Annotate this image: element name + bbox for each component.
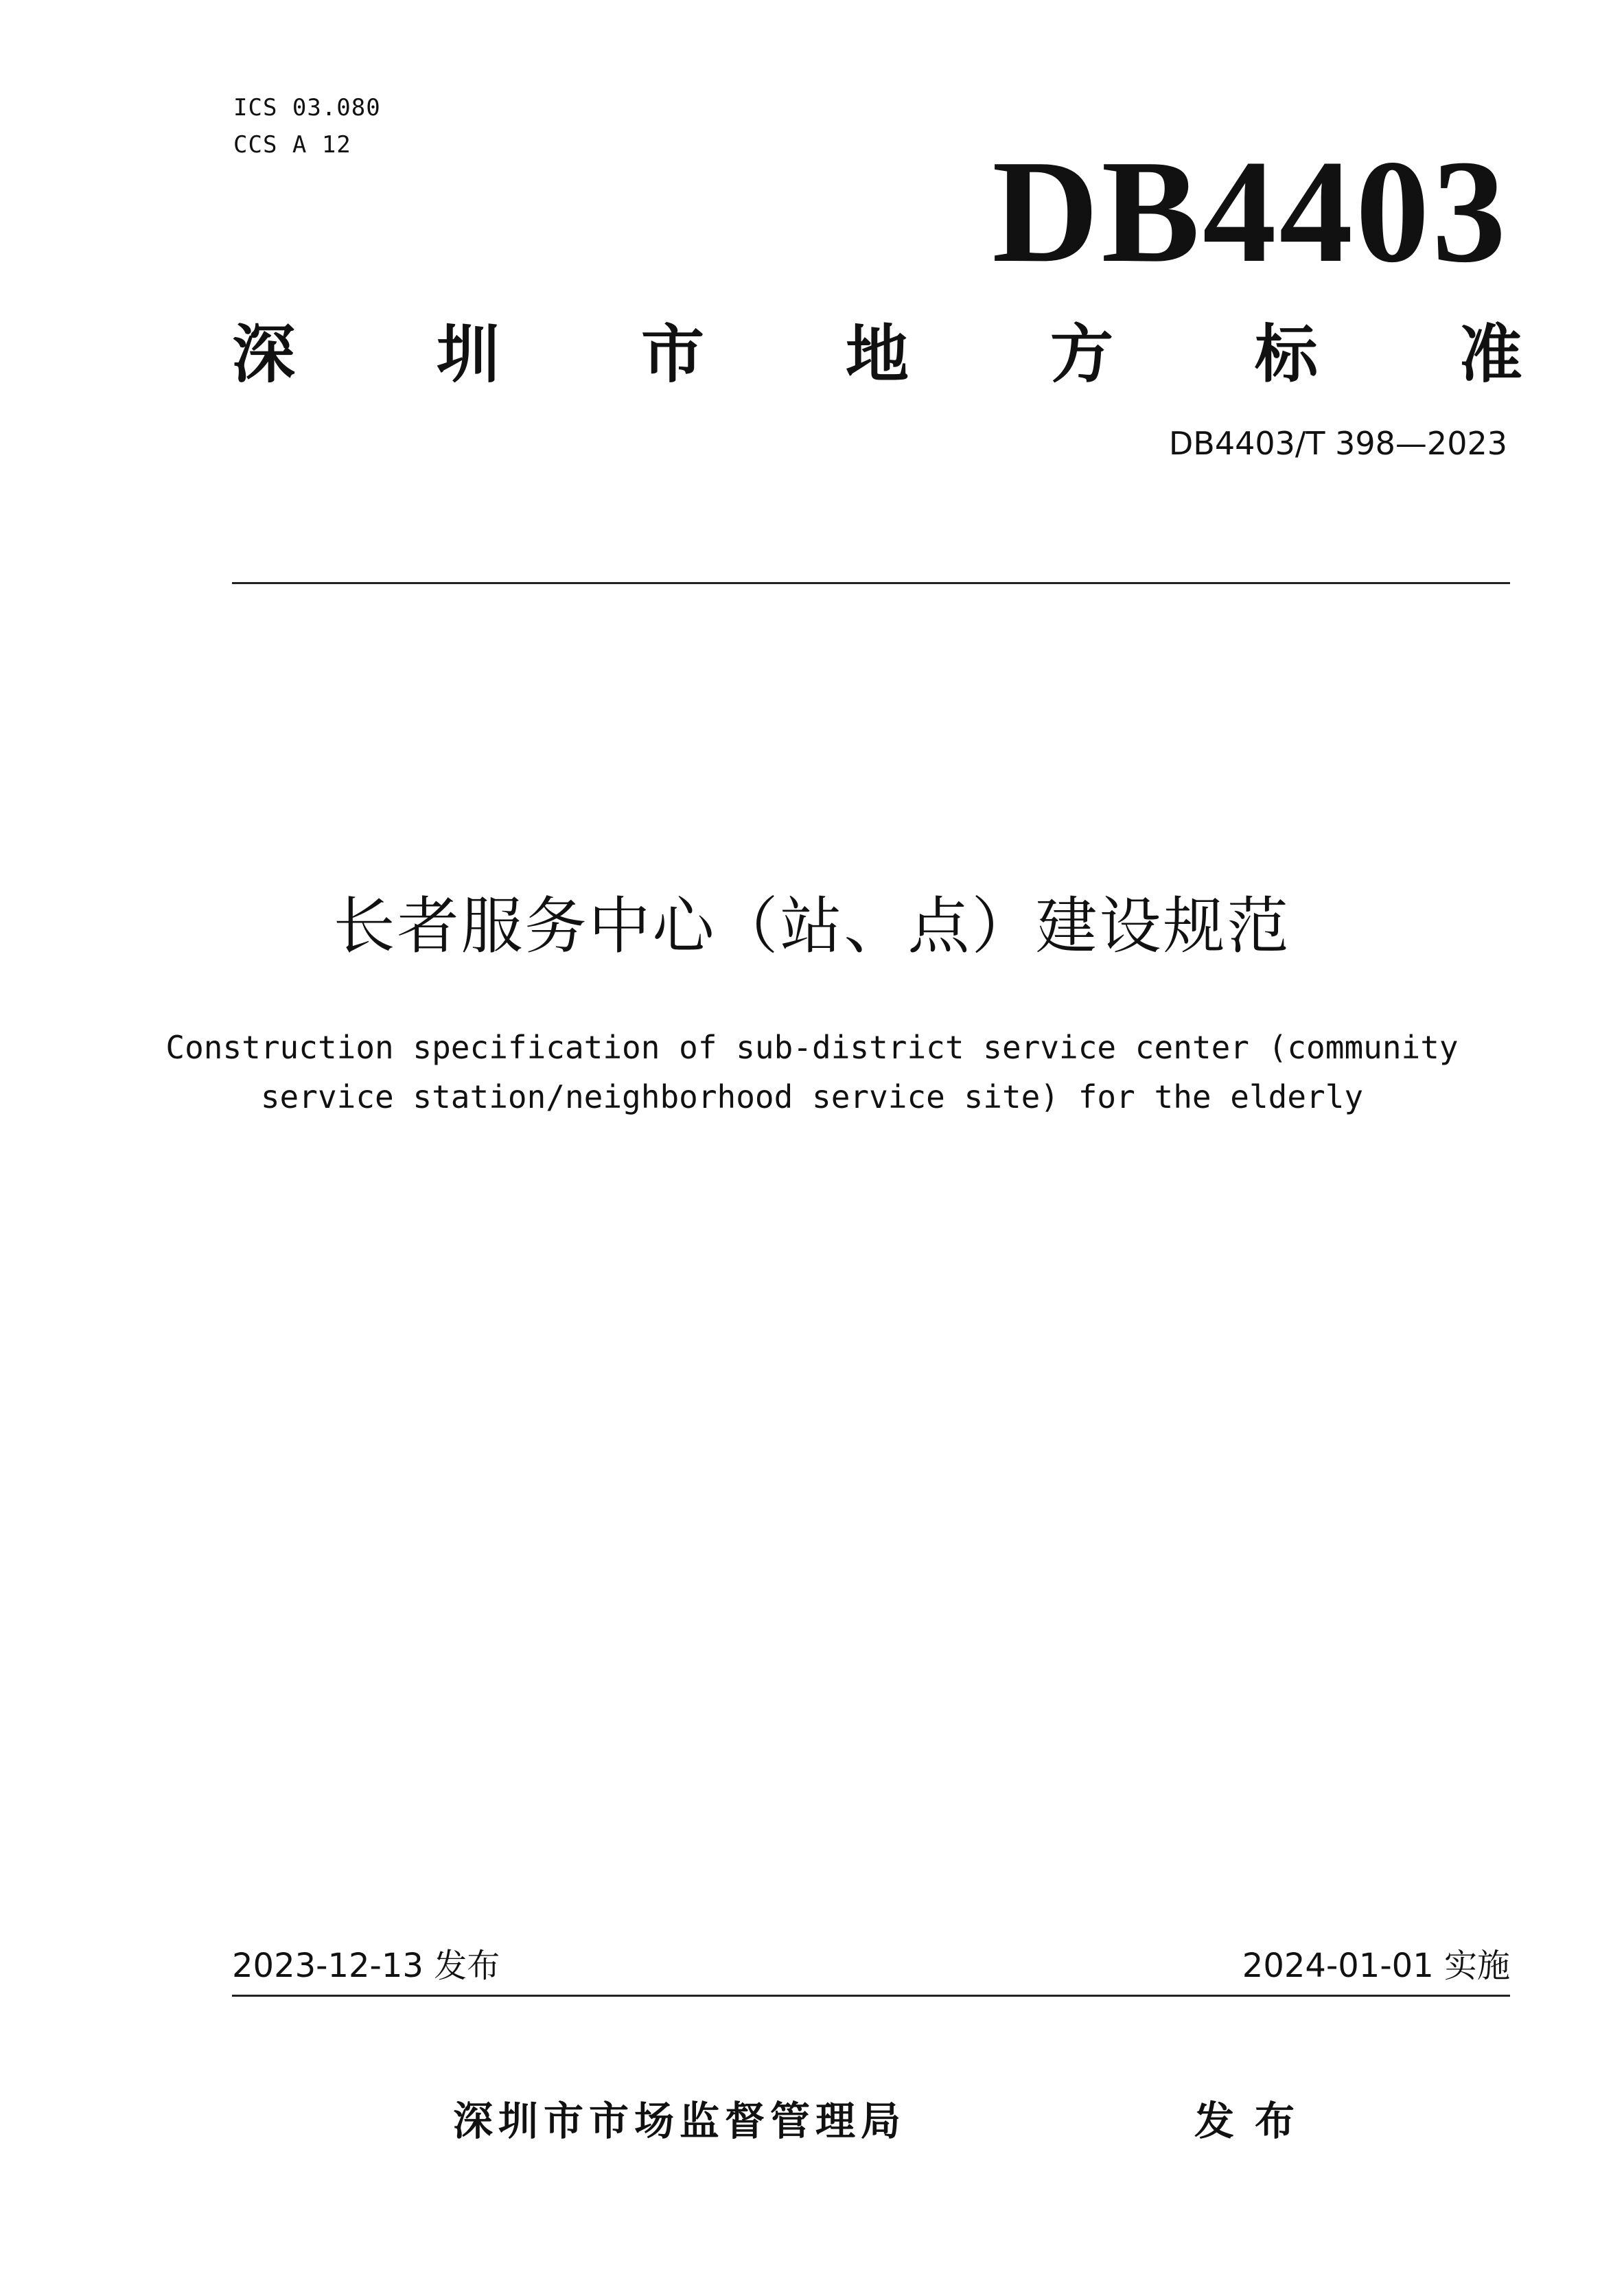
standard-type-char: 标 — [1254, 318, 1318, 391]
publisher-name: 深圳市市场监督管理局 — [453, 2098, 907, 2144]
standard-type-heading — [232, 317, 1522, 393]
publish-label: 发布 — [1194, 2098, 1316, 2144]
standard-type-char: 深 — [232, 318, 296, 391]
standard-number: DB4403/T 398—2023 — [1168, 425, 1507, 462]
english-title — [0, 1023, 1624, 1122]
db-logo: DB4403 — [992, 129, 1509, 293]
classification-codes — [233, 89, 381, 163]
standard-type-char: 方 — [1049, 318, 1113, 391]
bottom-divider — [232, 1995, 1510, 1997]
standard-type-char: 地 — [845, 318, 909, 391]
english-title-line: Construction specification of sub-district service center (community — [165, 1029, 1459, 1066]
ics-code: ICS 03.080 — [233, 94, 381, 121]
standard-type-char: 准 — [1459, 318, 1522, 391]
standard-type-char: 市 — [640, 318, 704, 391]
ccs-code: CCS A 12 — [233, 131, 351, 159]
english-title-line: service station/neighborhood service site) for the elderly — [260, 1078, 1364, 1115]
implementation-date: 2024-01-01 实施 — [1242, 1947, 1510, 1985]
top-divider — [232, 582, 1510, 584]
chinese-title: 长者服务中心（站、点）建设规范 — [333, 890, 1291, 962]
standard-type-char: 圳 — [436, 318, 500, 391]
issue-date: 2023-12-13 发布 — [232, 1947, 500, 1985]
